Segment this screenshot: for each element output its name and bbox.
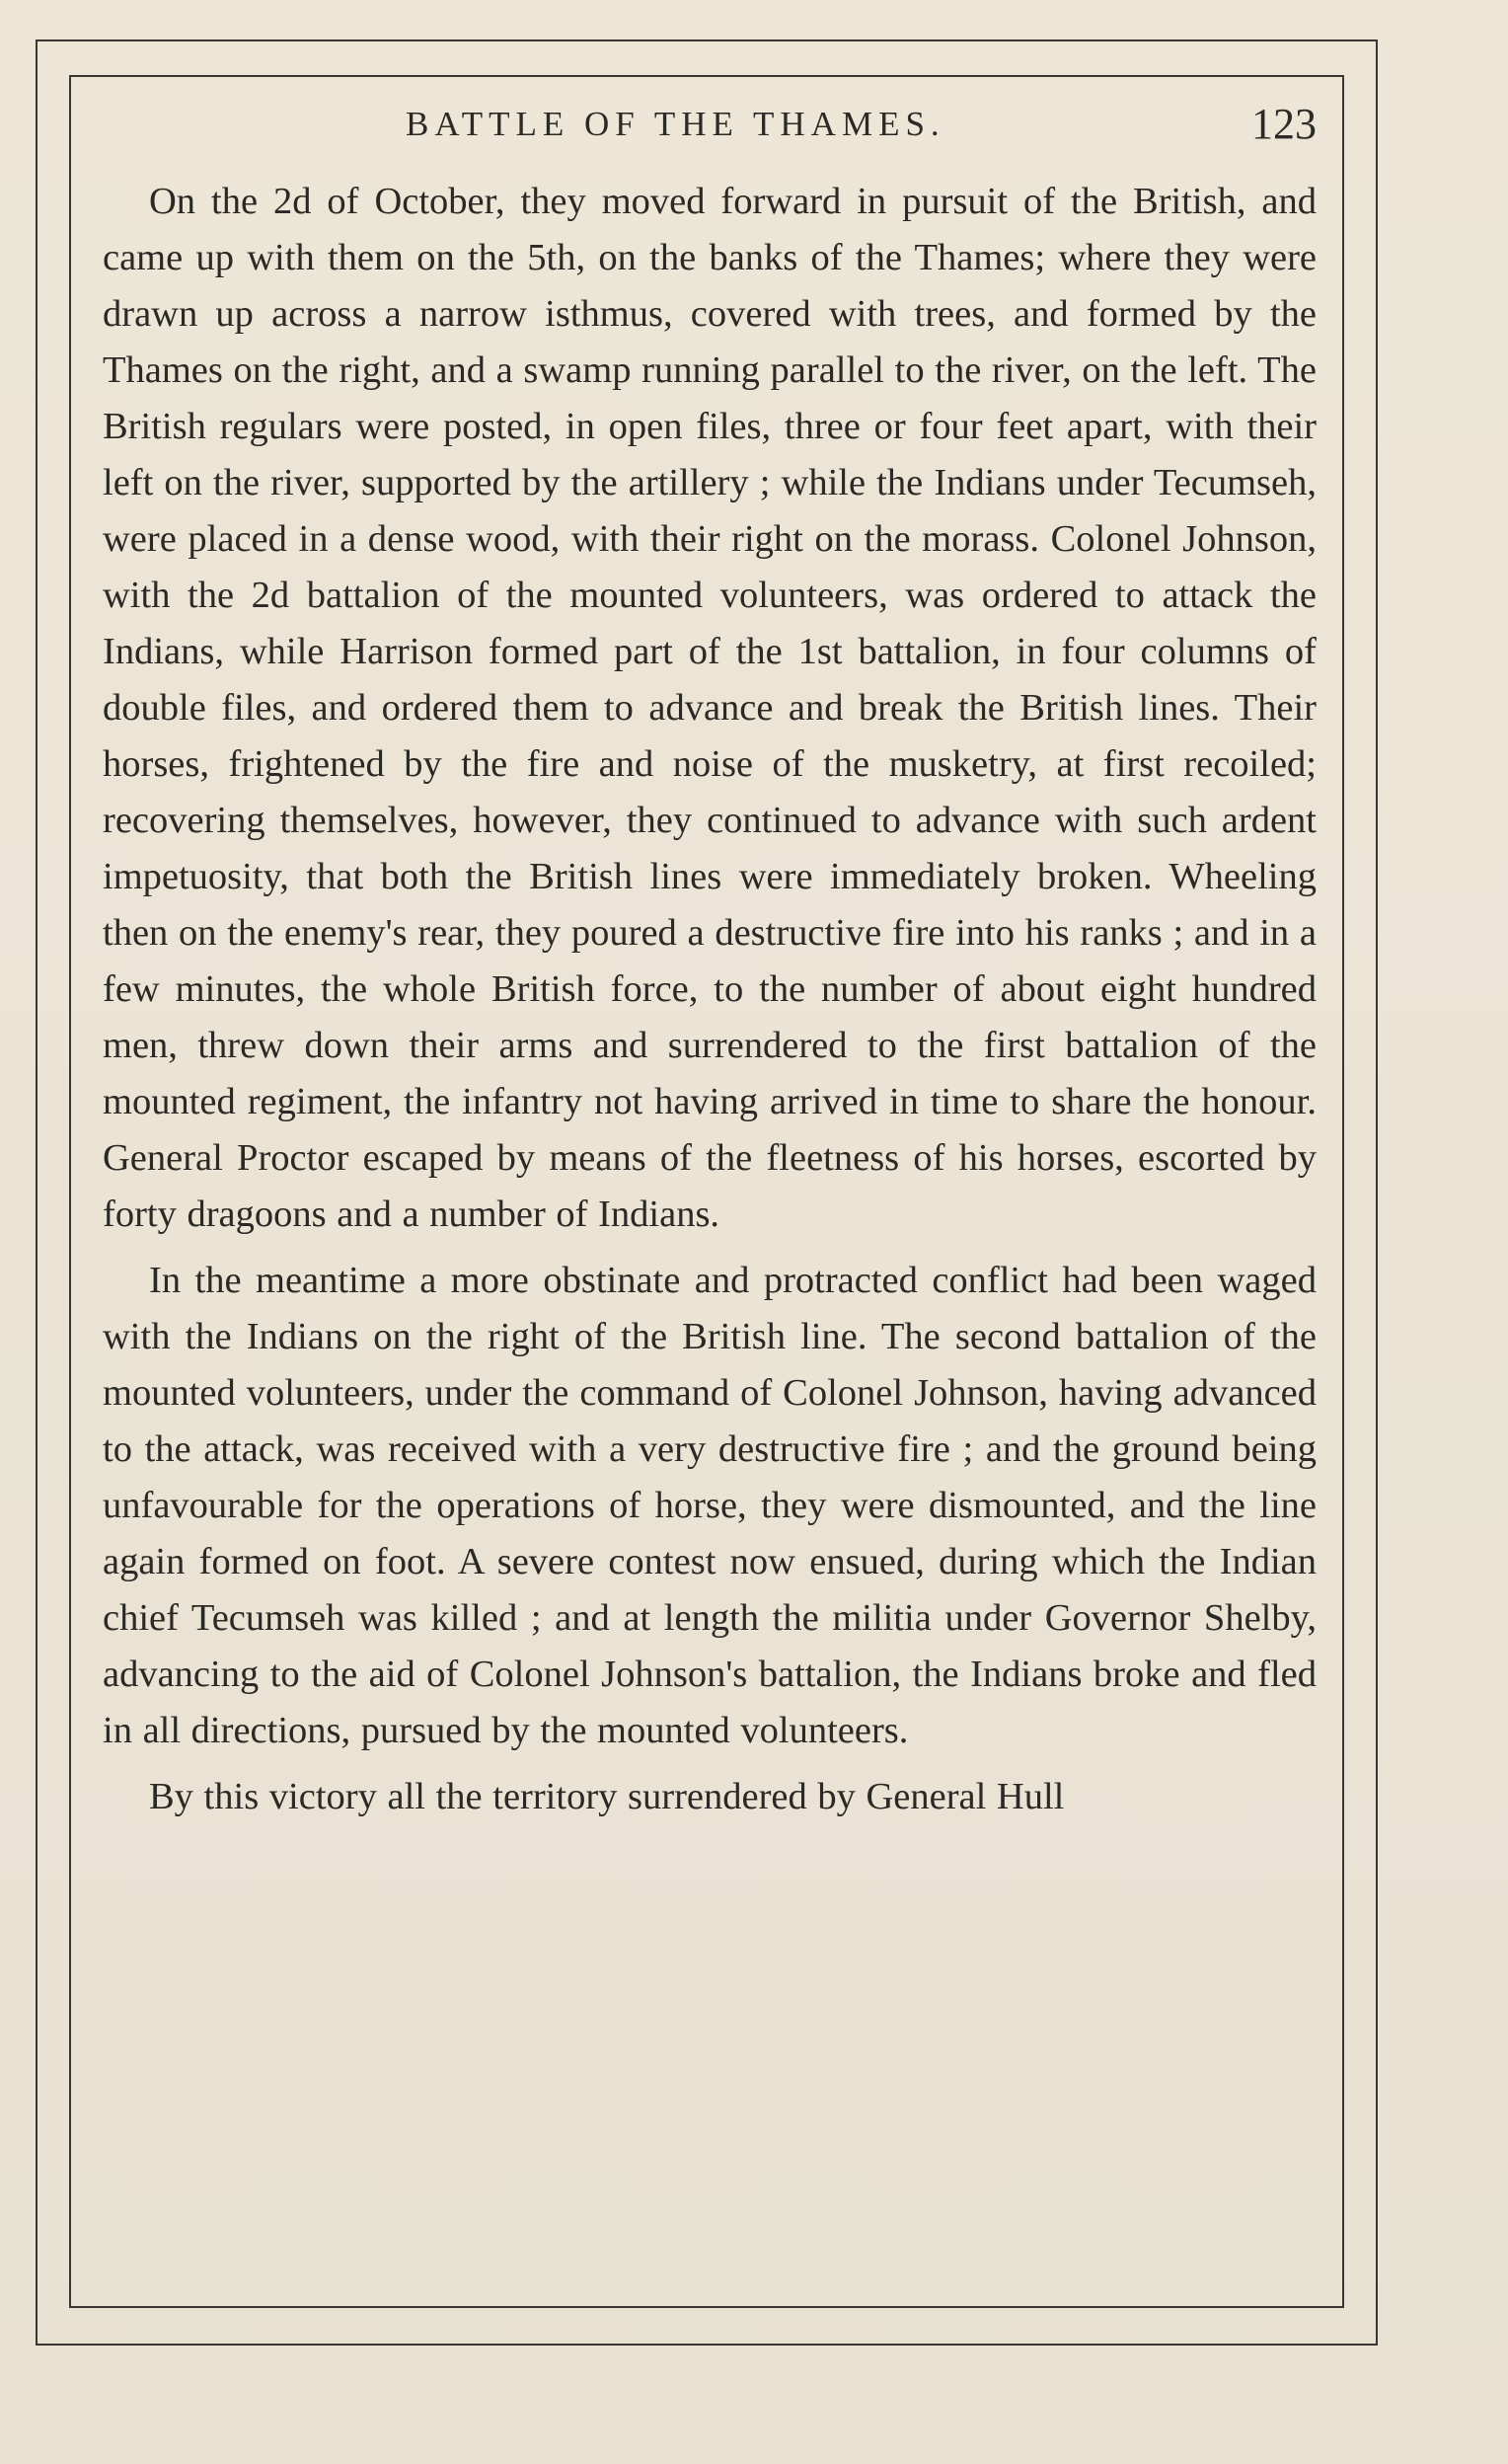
body-text [103,174,1317,1825]
running-title: BATTLE OF THE THAMES. [406,105,945,143]
paragraph-2: In the meantime a more obstinate and protracted conflict had been waged with the Indians on the right of the British line. The second battalion of the mounted volunteers, under the command of Colonel Johnson, having advanced to the attack, was received with a very destructive fire ; and the ground being unfavourable for the operations of horse, they were dismounted, and the line again formed on foot. A severe contest now ensued, during which the Indian chief Tecumseh was killed ; and at length the militia under Governor Shelby, advancing to the aid of Colonel Johnson's battalion, the Indians broke and fled in all directions, pursued by the mounted volunteers. [103,1260,1317,1751]
running-head [103,99,1317,152]
paragraph-3: By this victory all the territory surrendered by General Hull [149,1776,1065,1817]
paragraph-1: On the 2d of October, they moved forward in pursuit of the British, and came up with them on the 5th, on the banks of the Thames; where they were drawn up across a narrow isthmus, covered with trees, and formed by the Thames on the right, and a swamp running parallel to the river, on the left. The British regulars were posted, in open files, three or four feet apart, with their left on the river, supported by the artillery ; while the Indians under Tecumseh, were placed in a dense wood, with their right on the morass. Colonel Johnson, with the 2d battalion of the mounted volunteers, was ordered to attack the Indians, while Harrison formed part of the 1st battalion, in four columns of double files, and ordered them to advance and break the British lines. Their horses, frightened by the fire and noise of the musketry, at first recoiled; recovering themselves, however, they continued to advance with such ardent impetuosity, that both the British lines were immediately broken. Wheeling then on the enemy's rear, they poured a destructive fire into his ranks ; and in a few minutes, the whole British force, to the number of about eight hundred men, threw down their arms and surrendered to the first battalion of the mounted regiment, the infantry not having arrived in time to share the honour. General Proctor escaped by means of the fleetness of his horses, escorted by forty dragoons and a number of Indians. [103,181,1317,1235]
page-number: 123 [1251,100,1317,148]
